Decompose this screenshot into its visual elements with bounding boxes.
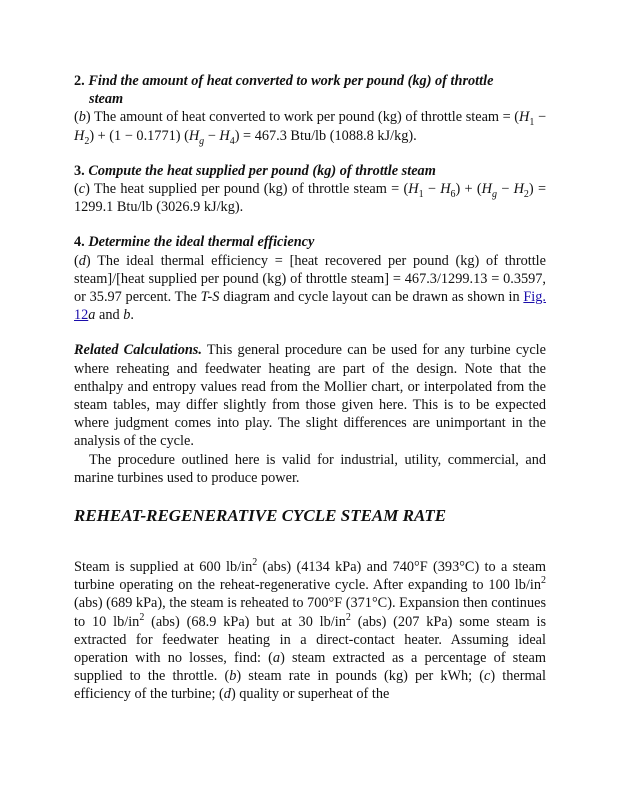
step-3-heading — [74, 162, 546, 180]
step-4-title: Determine the ideal thermal efficiency — [88, 234, 315, 251]
problem-statement: Steam is supplied at 600 $lb/in^2$ (abs) (4134 kPa) and 740°F (393°C) to a steam turbine operating on the reheat-regenerative cycle. After expanding to 100 $lb/in^2$ (abs) (689 kPa), the steam is reheated to 700°F (371°C). Expansion then continues to 10 $lb/in^2$ (abs) (68.9 kPa) but at 30 $lb/in^2$ (abs) (207 kPa) some steam is extracted for feedwater heating in a direct-contact heater. Assuming ideal operation with no losses, find: (a) steam extracted as a percentage of steam supplied to the throttle. (b) steam rate in pounds (kg) per kWh; (c) thermal efficiency of the turbine; (d) quality or superheat of the — [74, 557, 547, 703]
related-paragraph-1: Related Calculations. This general procedure can be used for any turbine cycle where reheating and feedwater heating are part of the design. Note that the enthalpy and entropy values read from the Mollier chart, or interpolated from the steam tables, may differ slightly from those given here. This is to be expected where judgment comes into play. The slight differences are unimportant in the analysis of the cycle. — [74, 342, 546, 450]
step-4-body: (d) The ideal thermal efficiency = [heat recovered per pound (kg) of throttle steam]/[heat supplied per pound (kg) of throttle steam] = 467.3/1299.13 = 0.3597, or 35.97 percent. The T-S diagram and cycle layout can be drawn as shown in Fig. 12a and b. — [74, 252, 547, 324]
step-4-heading — [74, 233, 546, 251]
document-page — [74, 72, 546, 704]
step-2-number: 2. — [74, 73, 85, 89]
step-3-body: (c) The heat supplied per pound (kg) of throttle steam = $(H_1 - H_6) + (H_g - H_2) = 1299.1$ Btu/lb (3026.9 kJ/kg). — [74, 181, 547, 216]
related-calculations — [74, 341, 546, 487]
step-2-body: (b) The amount of heat converted to work per pound (kg) of throttle steam = $(H_1 - H_2) + (1 - 0.1771) (H_g - H_4) = 467.3$ Btu/lb (1088.8 kJ/kg). — [74, 109, 547, 147]
figure-12-link[interactable]: Fig. 12 — [74, 289, 547, 324]
section-heading: REHEAT-REGENERATIVE CYCLE STEAM RATE — [74, 506, 447, 526]
step-2 — [74, 72, 546, 145]
related-paragraph-2: The procedure outlined here is valid for industrial, utility, commercial, and marine turbines used to produce power. — [74, 451, 546, 486]
step-4 — [74, 233, 546, 324]
step-2-title-cont: steam — [89, 91, 124, 108]
step-3 — [74, 162, 546, 217]
step-2-title: Find the amount of heat converted to work per pound (kg) of throttle — [88, 73, 494, 89]
step-3-title: Compute the heat supplied per pound (kg) of throttle steam — [88, 162, 436, 179]
step-2-heading — [74, 72, 546, 90]
related-title: Related Calculations. — [74, 342, 202, 359]
step-3-number: 3. — [74, 162, 85, 179]
step-4-number: 4. — [74, 234, 85, 251]
